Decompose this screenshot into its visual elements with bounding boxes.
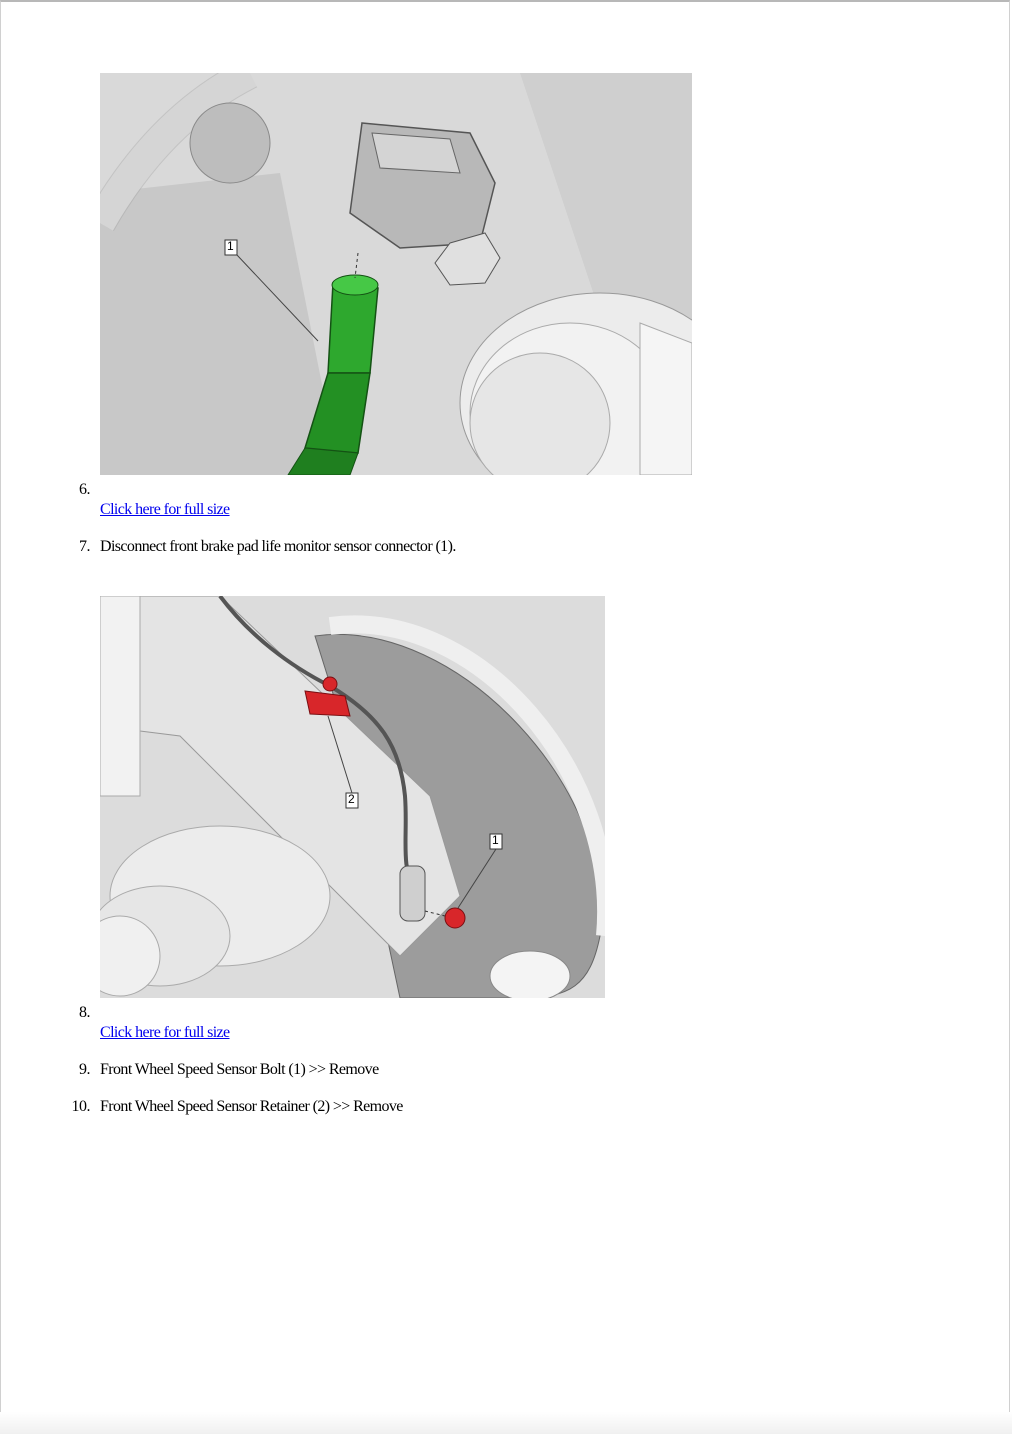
page-bottom-edge [0, 1412, 1012, 1434]
step-6-number: 6. [79, 481, 90, 498]
callout-1-label: 1 [492, 833, 499, 847]
callout-2-label: 2 [348, 792, 355, 806]
step-9-text: Front Wheel Speed Sensor Bolt (1) >> Remove [100, 1061, 379, 1078]
step-9-number: 9. [79, 1061, 90, 1078]
callout-1-label: 1 [227, 239, 234, 253]
step-7-number: 7. [79, 538, 90, 555]
step-10-text: Front Wheel Speed Sensor Retainer (2) >> Remove [100, 1098, 403, 1115]
step-8-number: 8. [79, 1004, 90, 1021]
full-size-link-2[interactable]: Click here for full size [100, 1024, 230, 1041]
step-10-number: 10. [71, 1098, 90, 1115]
full-size-link-1[interactable]: Click here for full size [100, 501, 230, 518]
figure-brake-pad-sensor-connector [100, 73, 692, 475]
step-7-text: Disconnect front brake pad life monitor sensor connector (1). [100, 538, 456, 555]
figure-wheel-speed-sensor [100, 596, 605, 998]
